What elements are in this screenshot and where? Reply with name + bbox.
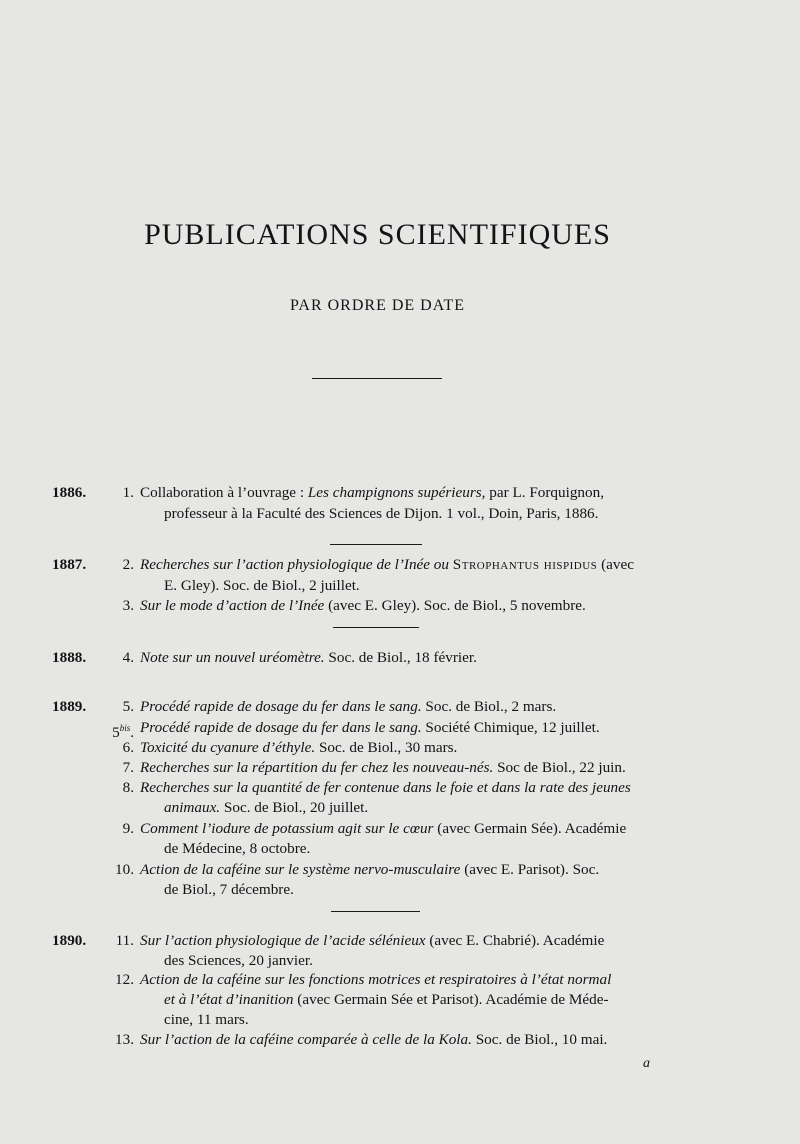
entry-text: Sur l’action physiologique de l’acide sélénieux (avec E. Chabrié). Académie [140,932,605,949]
year-label: 1887. [52,556,87,573]
entry-text: animaux. Soc. de Biol., 20 juillet. [164,799,369,816]
entry-number: $5^{bis}$. [112,723,134,742]
signature-mark: a [643,1056,650,1071]
entry-text: des Sciences, 20 janvier. [164,952,313,969]
year-label: 1889. [52,698,87,715]
entry-number: 9. [122,820,134,837]
entry-text: Recherches sur la répartition du fer chez les nouveau-nés. Soc de Biol., 22 juin. [140,759,626,776]
entry-text: Procédé rapide de dosage du fer dans le sang. Soc. de Biol., 2 mars. [140,698,557,715]
year-label: 1890. [52,932,87,949]
entry-text: Comment l’iodure de potassium agit sur le cœur (avec Germain Sée). Académie [140,820,627,837]
entry-number: 2. [122,556,134,573]
section-rule [333,627,419,628]
entry-text: E. Gley). Soc. de Biol., 2 juillet. [164,577,360,594]
year-label: 1886. [52,484,87,501]
page-title: PUBLICATIONS SCIENTIFIQUES [144,218,611,251]
entry-text: Collaboration à l’ouvrage : Les champignons supérieurs, par L. Forquignon, [140,484,605,501]
entry-text: Sur l’action de la caféine comparée à celle de la Kola. Soc. de Biol., 10 mai. [140,1031,608,1048]
entry-number: 7. [122,759,134,776]
entry-text: Action de la caféine sur les fonctions motrices et respiratoires à l’état normal [140,971,612,988]
entry-text: de Biol., 7 décembre. [164,881,294,898]
entry-text: de Médecine, 8 octobre. [164,840,311,857]
entry-number: 3. [122,597,134,614]
entry-text: Toxicité du cyanure d’éthyle. Soc. de Biol., 30 mars. [140,739,458,756]
entry-text: Note sur un nouvel uréomètre. Soc. de Biol., 18 février. [140,649,477,666]
entry-text: Recherches sur la quantité de fer contenue dans le foie et dans la rate des jeunes [140,779,631,796]
entry-number: 6. [122,739,134,756]
entry-text: professeur à la Faculté des Sciences de Dijon. 1 vol., Doin, Paris, 1886. [164,505,599,522]
page-subtitle: PAR ORDRE DE DATE [289,297,466,314]
entry-number: 8. [122,779,134,796]
entry-number: 4. [122,649,134,666]
entry-text: cine, 11 mars. [164,1011,249,1028]
section-rule [330,544,422,545]
entry-number: 12. [115,971,134,988]
entry-text: Sur le mode d’action de l’Inée (avec E. Gley). Soc. de Biol., 5 novembre. [140,597,586,614]
entry-number: 10. [115,861,134,878]
entry-number: 11. [115,932,134,949]
year-label: 1888. [52,649,87,666]
entry-text: Action de la caféine sur le système nervo-musculaire (avec E. Parisot). Soc. [140,861,600,878]
entry-number: 13. [115,1031,134,1048]
entry-text: Procédé rapide de dosage du fer dans le sang. Société Chimique, 12 juillet. [140,719,600,736]
title-rule [312,378,442,379]
entry-text: Recherches sur l’action physiologique de l’Inée ou Strophantus hispidus (avec [140,556,634,573]
entry-text: et à l’état d’inanition (avec Germain Sée et Parisot). Académie de Méde- [164,991,609,1008]
section-rule [331,911,420,912]
entry-number: 1. [122,484,134,501]
entry-number: 5. [122,698,134,715]
